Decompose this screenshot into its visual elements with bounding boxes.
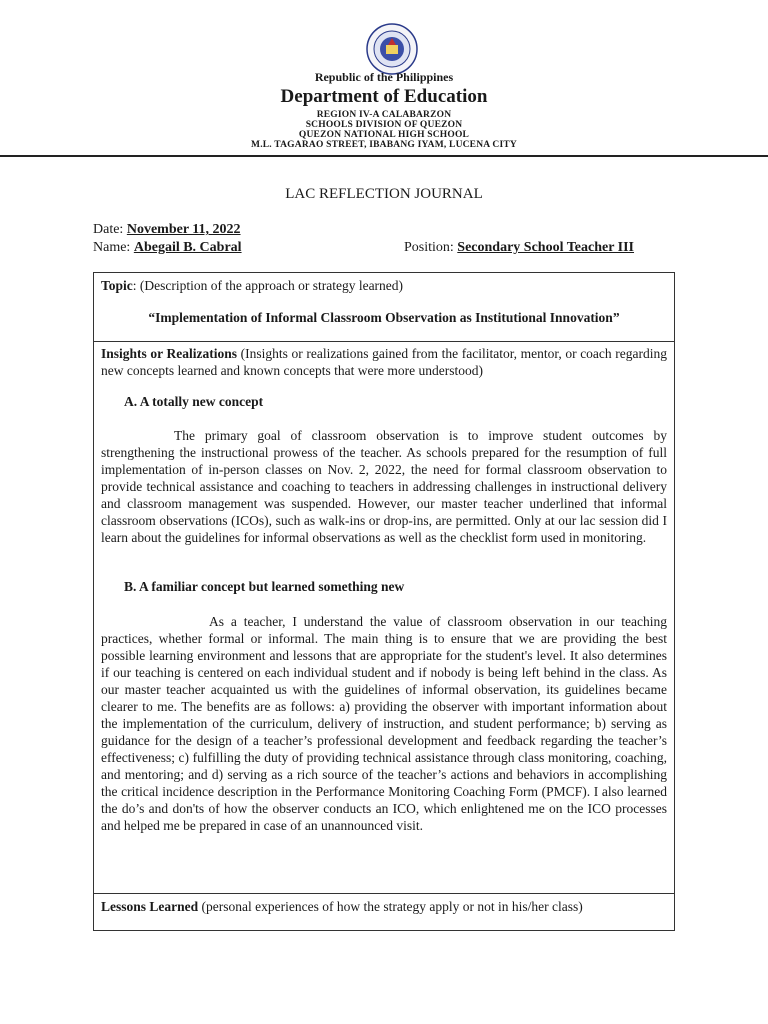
section-b-body: As a teacher, I understand the value of classroom observation in our teaching practices, whether formal or informal. The main thing is to ensure that we are providing the best possible learning environment and lessons that are appropriate for the student's level. It also determines if our teaching is centered on each individual student and if nobody is being left behind in the class. As our master teacher acquainted us with the guidelines of informal observation, its guidelines became clearer to me. The benefits are as follows: a) providing the observer with important information about the implementation of the curriculum, delivery of instruction, and student performance; b) serving as guidance for the design of a teacher’s professional development and feedback regarding the teacher’s effectiveness; c) fulfilling the duty of providing technical assistance through class monitoring, coaching, and mentoring; and d) serving as a rich source of the teacher’s actions and behaviors in accomplishing the critical incidence description in the Performance Monitoring Coaching Form (PMCF). I also learned the do’s and don'ts of how the observer conducts an ICO, which enlightened me on the ICO processes and helped me be prepared in case of an unannounced visit. [101, 614, 667, 833]
topic-title: “Implementation of Informal Classroom Observation as Institutional Innovation” [148, 310, 620, 325]
section-b-heading: B. A familiar concept but learned something new [124, 579, 405, 594]
lessons-header [101, 898, 667, 915]
header-divider [0, 155, 768, 157]
topic-label: Topic [101, 278, 133, 293]
position-row [404, 240, 634, 256]
section-a-heading: A. A totally new concept [124, 394, 264, 409]
deped-seal-icon [366, 23, 418, 75]
date-row [93, 222, 241, 238]
name-row [93, 240, 242, 256]
insights-header [101, 345, 667, 379]
address-line: M.L. TAGARAO STREET, IBABANG IYAM, LUCENA CITY [251, 140, 517, 150]
position-value: Secondary School Teacher III [457, 240, 635, 255]
topic-description: : (Description of the approach or strategy learned) [132, 278, 404, 293]
position-label: Position: [404, 240, 454, 255]
row-divider-1 [94, 341, 674, 342]
journal-title: LAC REFLECTION JOURNAL [285, 186, 483, 202]
school-line: QUEZON NATIONAL HIGH SCHOOL [298, 130, 470, 140]
row-divider-2 [94, 893, 674, 894]
department-title: Department of Education [280, 86, 488, 107]
division-line: SCHOOLS DIVISION OF QUEZON [305, 120, 463, 130]
insights-description: (Insights or realizations gained from the facilitator, mentor, or coach regarding new concepts learned and known concepts that were more understood) [101, 346, 668, 378]
lessons-description: (personal experiences of how the strategy apply or not in his/her class) [198, 899, 583, 914]
republic-line: Republic of the Philippines [314, 70, 454, 84]
insights-label: Insights or Realizations [101, 346, 237, 361]
name-label: Name: [93, 240, 131, 255]
date-value: November 11, 2022 [126, 222, 241, 237]
region-line: REGION IV-A CALABARZON [316, 110, 452, 120]
reflection-table [93, 272, 675, 931]
lessons-label: Lessons Learned [101, 899, 199, 914]
date-label: Date: [93, 222, 124, 237]
section-a-body: The primary goal of classroom observation is to improve student outcomes by strengthening the instructional prowess of the teacher. As schools prepared for the resumption of full implementation of in-person classes on Nov. 2, 2022, the need for formal classroom observation to provide technical assistance and coaching to teachers in addressing challenges in instructional delivery and classroom management was suspended. However, our master teacher underlined that informal classroom observations (ICOs), such as walk-ins or drop-ins, are permitted. Only at our lac session did I learn about the guidelines for informal observations as well as the checklist form used in monitoring. [101, 428, 667, 545]
topic-header [101, 277, 667, 294]
name-value: Abegail B. Cabral [133, 240, 242, 255]
